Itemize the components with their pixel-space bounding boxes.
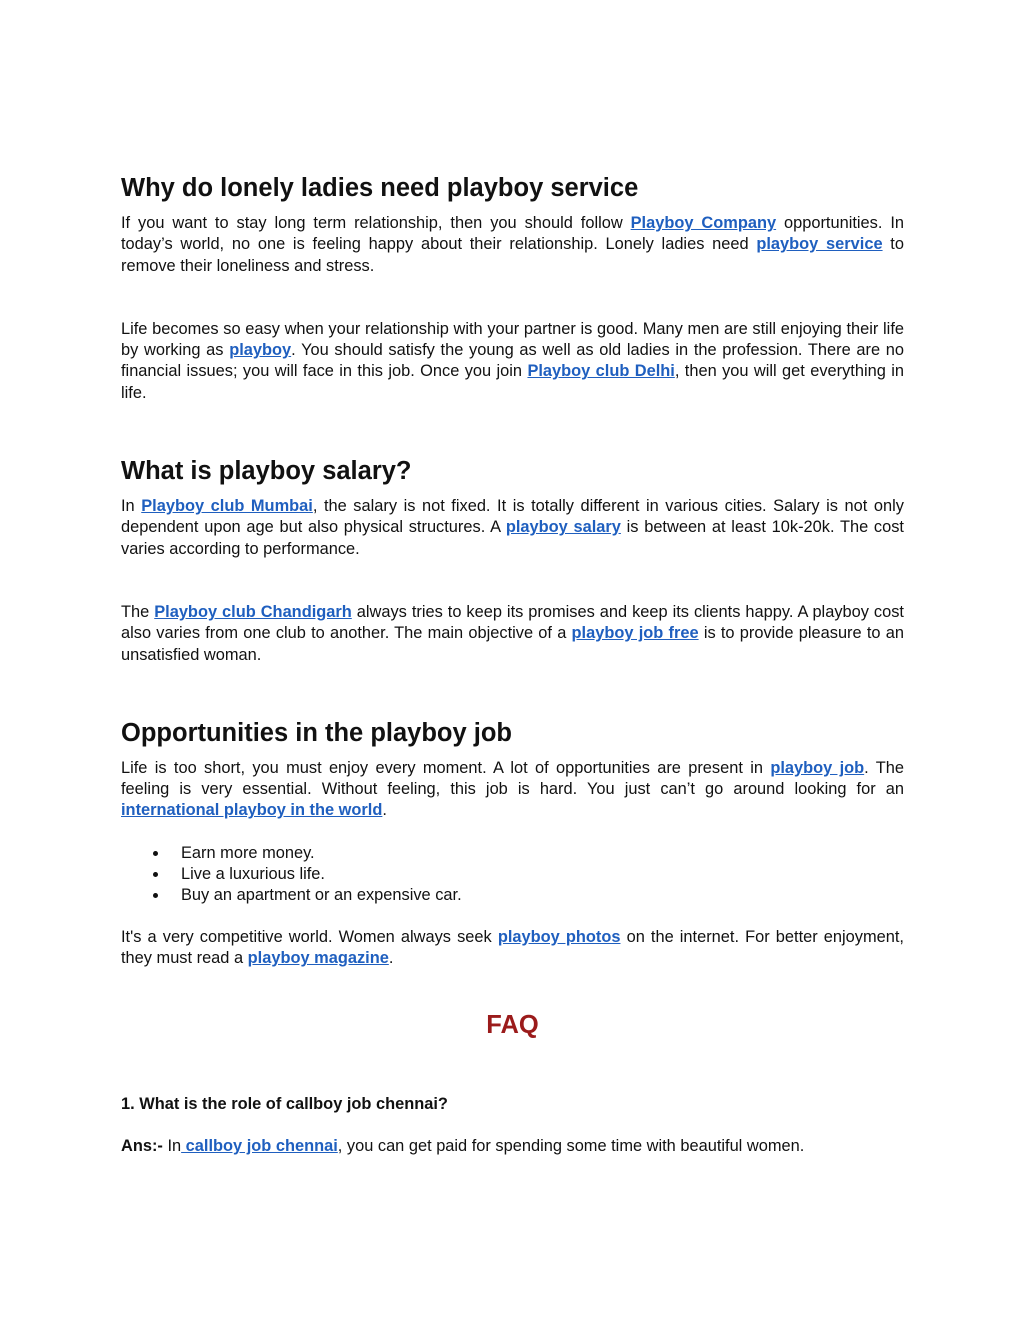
link-callboy-job-chennai[interactable]: callboy job chennai xyxy=(181,1137,338,1156)
link-playboy-club-chandigarh[interactable]: Playboy club Chandigarh xyxy=(154,602,352,621)
list-item-text: Live a luxurious life. xyxy=(181,864,325,883)
text-segment: Life is too short, you must enjoy every moment. A lot of opportunities are present in xyxy=(121,758,771,777)
spacer xyxy=(121,560,904,602)
heading-playboy-salary: What is playboy salary? xyxy=(121,457,412,486)
bullet-icon xyxy=(153,893,158,898)
text-segment: . You should satisfy the young as well as old ladies in the profession. There are no financial issues; you will face in this job. Once you join xyxy=(121,341,904,381)
faq-answer xyxy=(121,1136,904,1157)
link-playboy-magazine[interactable]: playboy magazine xyxy=(247,949,389,968)
text-segment: . xyxy=(388,949,394,968)
link-playboy-service[interactable]: playboy service xyxy=(756,235,883,254)
text-segment: , then you will get everything in life. xyxy=(121,362,904,402)
text-segment: on the internet. For better enjoyment, they must read a xyxy=(121,927,904,968)
text-segment: Life becomes so easy when your relationship with your partner is good. Many men are still enjoying their life by working as xyxy=(121,319,904,360)
spacer xyxy=(121,906,904,927)
spacer xyxy=(121,1041,904,1094)
paragraph-opportunities xyxy=(121,758,904,822)
link-playboy[interactable]: playboy xyxy=(229,341,292,360)
list-item xyxy=(121,843,904,864)
spacer xyxy=(121,1115,904,1136)
list-item-text: Earn more money. xyxy=(181,843,315,862)
paragraph-competitive xyxy=(121,927,904,970)
spacer xyxy=(121,404,904,455)
text-segment: In xyxy=(162,1137,182,1156)
text-segment: , you can get paid for spending some time with beautiful women. xyxy=(337,1137,805,1156)
link-playboy-photos[interactable]: playboy photos xyxy=(497,927,621,946)
list-item xyxy=(121,864,904,885)
text-segment: to remove their loneliness and stress. xyxy=(121,235,904,275)
link-playboy-club-mumbai[interactable]: Playboy club Mumbai xyxy=(141,497,313,516)
list-item xyxy=(121,885,904,906)
heading-opportunities: Opportunities in the playboy job xyxy=(121,718,513,747)
faq-question: 1. What is the role of callboy job chennai? xyxy=(121,1095,448,1114)
faq-title: FAQ xyxy=(486,1011,539,1040)
bullet-list xyxy=(121,843,904,906)
link-playboy-club-delhi[interactable]: Playboy club Delhi xyxy=(527,362,675,381)
text-segment: . xyxy=(382,801,387,820)
paragraph-salary xyxy=(121,496,904,560)
text-segment: The xyxy=(121,602,155,621)
document-page xyxy=(121,172,904,1158)
text-segment: is to provide pleasure to an unsatisfied woman. xyxy=(121,624,904,664)
link-playboy-job-free[interactable]: playboy job free xyxy=(571,624,699,643)
heading-lonely-ladies: Why do lonely ladies need playboy service xyxy=(121,174,639,202)
text-segment: In xyxy=(121,497,142,516)
spacer xyxy=(121,666,904,717)
list-item-text: Buy an apartment or an expensive car. xyxy=(181,885,462,904)
paragraph-relationship xyxy=(121,319,904,404)
bullet-icon xyxy=(153,872,158,877)
answer-label: Ans:- xyxy=(121,1137,163,1156)
text-segment: is between at least 10k-20k. The cost varies according to performance. xyxy=(121,518,904,558)
link-playboy-job[interactable]: playboy job xyxy=(770,758,865,777)
text-segment: If you want to stay long term relationship, then you should follow xyxy=(121,214,631,232)
paragraph-chandigarh xyxy=(121,602,904,666)
bullet-icon xyxy=(153,851,158,856)
link-international-playboy[interactable]: international playboy in the world xyxy=(121,801,383,820)
text-segment: . The feeling is very essential. Without feeling, this job is hard. You just can’t go around looking for an xyxy=(121,758,904,799)
paragraph-intro xyxy=(121,213,904,277)
link-playboy-company[interactable]: Playboy Company xyxy=(630,214,777,232)
text-segment: opportunities. In today’s world, no one is feeling happy about their relationship. Lonely ladies need xyxy=(121,214,905,254)
text-segment: It's a very competitive world. Women always seek xyxy=(121,927,498,946)
text-segment: , the salary is not fixed. It is totally different in various cities. Salary is not only dependent upon age but also physical structures. A xyxy=(121,497,904,537)
spacer xyxy=(121,969,904,1009)
spacer xyxy=(121,822,904,843)
link-playboy-salary[interactable]: playboy salary xyxy=(505,518,621,537)
text-segment: always tries to keep its promises and keep its clients happy. A playboy cost also varies from one club to another. The main objective of a xyxy=(121,602,904,643)
spacer xyxy=(121,277,904,319)
